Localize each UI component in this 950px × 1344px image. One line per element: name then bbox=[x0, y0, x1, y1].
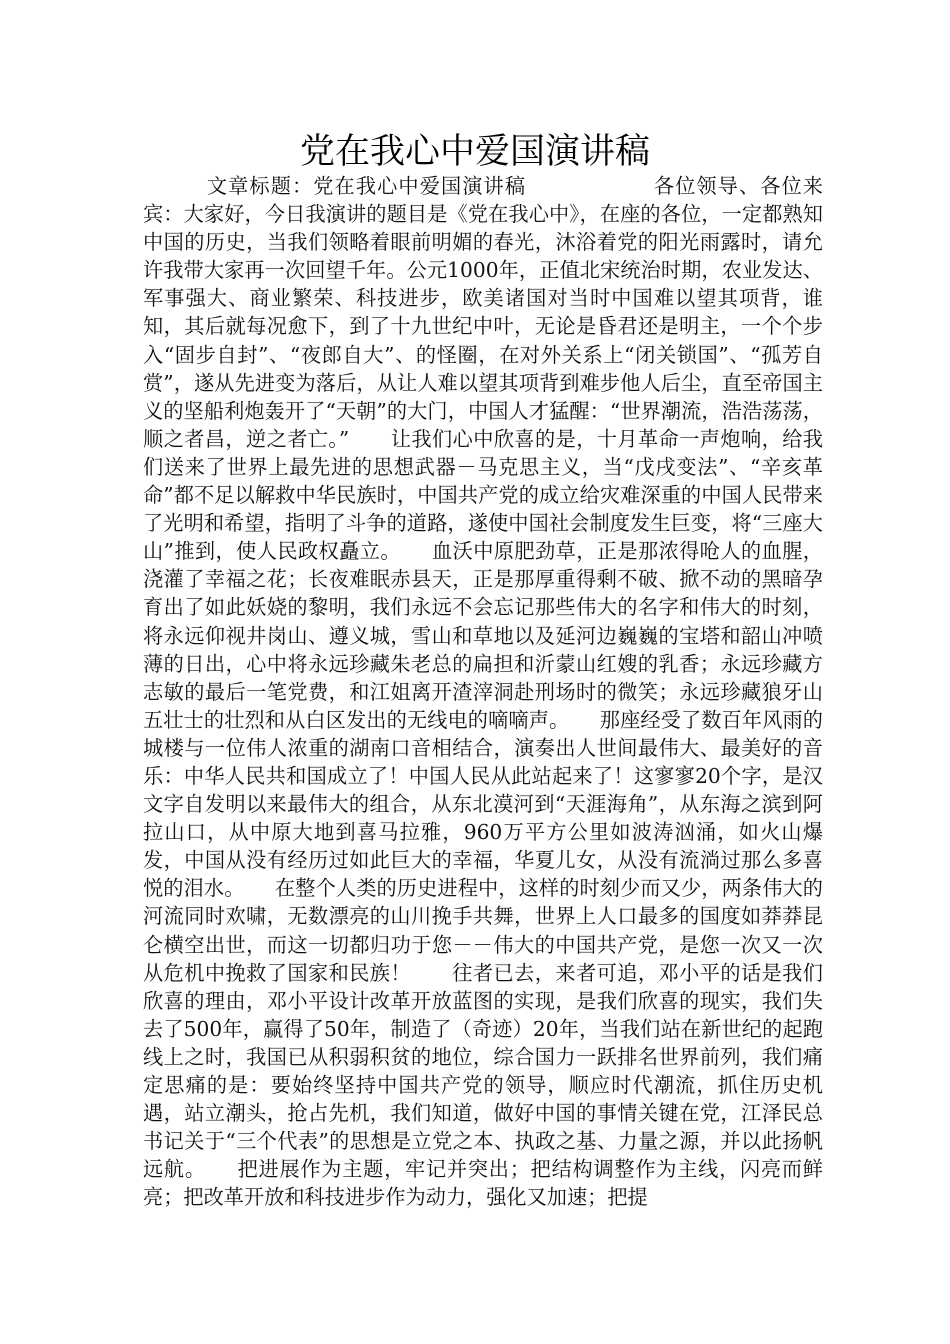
document-body: 文章标题：党在我心中爱国演讲稿 各位领导、各位来宾：大家好，今日我演讲的题目是《党在我心中》，在座的各位，一定都熟知中国的历史，当我们领略着眼前明媚的春光，沐浴着党的阳光雨露时，请允许我带大家再一次回望千年。公元1000年，正值北宋统治时期，农业发达、军事强大、商业繁荣、科技进步，欧美诸国对当时中国难以望其项背，谁知，其后就每况愈下，到了十九世纪中叶，无论是昏君还是明主，一个个步入“固步自封”、“夜郎自大”、的怪圈，在对外关系上“闭关锁国”、“孤芳自赏”，遂从先进变为落后，从让人难以望其项背到难步他人后尘，直至帝国主义的坚船利炮轰开了“天朝”的大门，中国人才猛醒：“世界潮流，浩浩荡荡，顺之者昌，逆之者亡。” 让我们心中欣喜的是，十月革命一声炮响，给我们送来了世界上最先进的思想武器－马克思主义，当“戊戌变法”、“辛亥革命”都不足以解救中华民族时，中国共产党的成立给灾难深重的中国人民带来了光明和希望，指明了斗争的道路，遂使中国社会制度发生巨变，将“三座大山”推到，使人民政权矗立。 血沃中原肥劲草，正是那浓得呛人的血腥，浇灌了幸福之花；长夜难眠赤县天，正是那厚重得剩不破、掀不动的黑暗孕育出了如此妖娆的黎明，我们永远不会忘记那些伟大的名字和伟大的时刻，将永远仰视井岗山、遵义城，雪山和草地以及延河边巍巍的宝塔和韶山冲喷薄的日出，心中将永远珍藏朱老总的扁担和沂蒙山红嫂的乳香；永远珍藏方志敏的最后一笔党费，和江姐离开渣滓洞赴刑场时的微笑；永远珍藏狼牙山五壮士的壮烈和从白区发出的无线电的嘀嘀声。 那座经受了数百年风雨的城楼与一位伟人浓重的湖南口音相结合，演奏出人世间最伟大、最美好的音乐：中华人民共和国成立了！中国人民从此站起来了！这寥寥20个字，是汉文字自发明以来最伟大的组合，从东北漠河到“天涯海角”，从东海之滨到阿拉山口，从中原大地到喜马拉雅，960万平方公里如波涛汹涌，如火山爆发，中国从没有经历过如此巨大的幸福，华夏儿女，从没有流淌过那么多喜悦的泪水。 在整个人类的历史进程中，这样的时刻少而又少，两条伟大的河流同时欢啸，无数漂亮的山川挽手共舞，世界上人口最多的国度如莽莽昆仑横空出世，而这一切都归功于您－－伟大的中国共产党，是您一次又一次从危机中挽救了国家和民族！ 往者已去，来者可追，邓小平的话是我们欣喜的理由，邓小平设计改革开放蓝图的实现，是我们欣喜的现实，我们失去了500年，赢得了50年，制造了（奇迹）20年，当我们站在新世纪的起跑线上之时，我国已从积弱积贫的地位，综合国力一跃排名世界前列，我们痛定思痛的是：要始终坚持中国共产党的领导，顺应时代潮流，抓住历史机遇，站立潮头，抢占先机，我们知道，做好中国的事情关键在党，江泽民总书记关于“三个代表”的思想是立党之本、执政之基、力量之源，并以此扬帆远航。 把进展作为主题，牢记并突出；把结构调整作为主线，闪亮而鲜亮；把改革开放和科技进步作为动力，强化又加速；把提 bbox=[143, 174, 823, 1210]
document-title: 党在我心中爱国演讲稿 bbox=[299, 132, 650, 172]
